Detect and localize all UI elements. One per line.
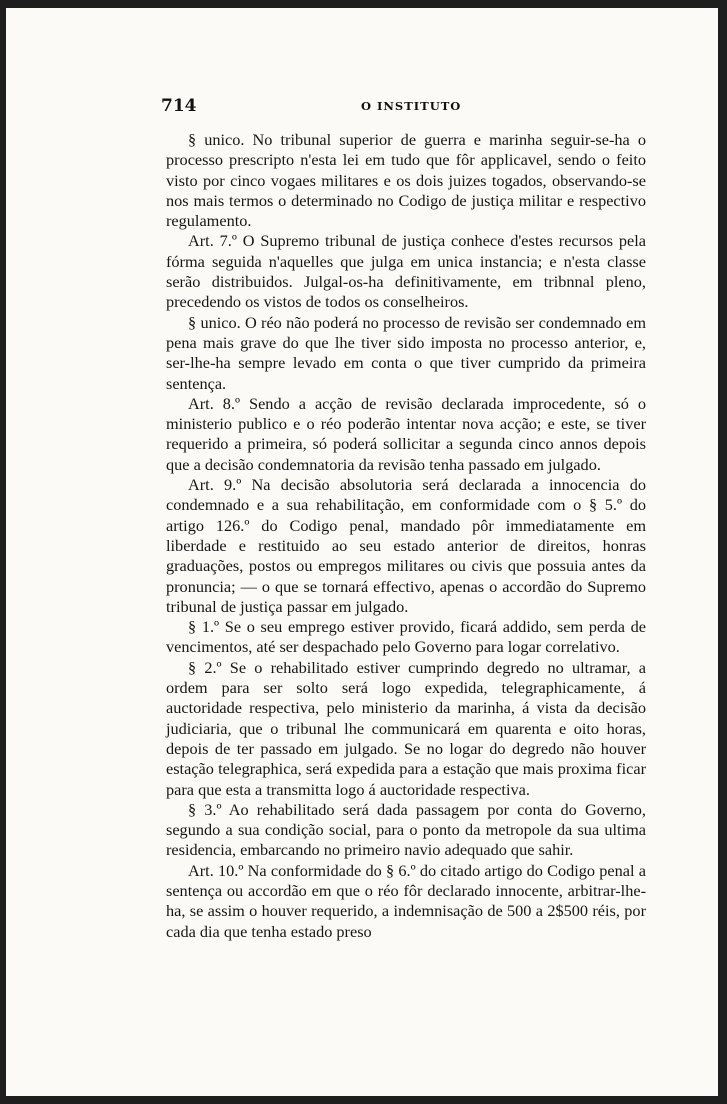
document-page	[6, 8, 718, 1096]
paragraph-art7-unico: § unico. O réo não poderá no processo de revisão ser condemnado em pena mais grave do que lhe tiver sido imposta no processo anterior, e, ser-lhe-ha sempre levado em conta o que tiver cumprido da primeira sentença.	[166, 312, 646, 393]
paragraph-art10: Art. 10.º Na conformidade do § 6.º do citado artigo do Codigo penal a sentença ou accordão em que o réo fôr declarado innocente, arbitrar-lhe-ha, se assim o houver requerido, a indemnisação de 500 a 2$500 réis, por cada dia que tenha estado preso	[166, 860, 646, 941]
page-header	[161, 96, 651, 120]
paragraph-art9: Art. 9.º Na decisão absolutoria será declarada a innocencia do condemnado e a sua rehabilitação, em conformidade com o § 5.º do artigo 126.º do Codigo penal, mandado pôr immediatamente em liberdade e restituido ao seu estado anterior de direitos, honras graduações, postos ou empregos militares ou civis que possuia antes da pronuncia; — o que se tornará effectivo, apenas o accordão do Supremo tribunal de justiça passar em julgado.	[166, 475, 646, 616]
paragraph-art9-s2: § 2.º Se o rehabilitado estiver cumprindo degredo no ultramar, a ordem para ser solto será logo expedida, telegraphicamente, á auctoridade respectiva, pelo ministerio da marinha, á vista da decisão judiciaria, que o tribunal lhe communicará em quarenta e oito horas, depois de ter passado em julgado. Se no logar do degredo não houver estação telegraphica, será expedida para a estação que mais proxima ficar para que esta a transmitta logo á auctoridade respectiva.	[166, 657, 646, 799]
running-title: O INSTITUTO	[361, 99, 462, 113]
paragraph-art9-s3: § 3.º Ao rehabilitado será dada passagem por conta do Governo, segundo a sua condição social, para o ponto da metropole da sua ultima residencia, embarcando no primeiro navio adequado que sahir.	[166, 799, 646, 860]
page-number: 714	[161, 96, 197, 116]
paragraph-art6-unico: § unico. No tribunal superior de guerra e marinha seguir-se-ha o processo prescripto n'esta lei em tudo que fôr applicavel, sendo o feito visto por cinco vogaes militares e os dois juizes togados, observando-se nos mais termos o determinado no Codigo de justiça militar e respectivo regulamento.	[166, 130, 646, 231]
paragraph-art9-s1: § 1.º Se o seu emprego estiver provido, ficará addido, sem perda de vencimentos, até ser despachado pelo Governo para logar correlativo.	[166, 617, 646, 657]
paragraph-art8: Art. 8.º Sendo a acção de revisão declarada improcedente, só o ministerio publico e o réo poderão intentar nova acção; e este, se tiver requerido a primeira, só poderá sollicitar a segunda cinco annos depois que a decisão condemnatoria da revisão tenha passado em julgado.	[166, 393, 646, 474]
body-text	[166, 130, 646, 942]
paragraph-art7: Art. 7.º O Supremo tribunal de justiça conhece d'estes recursos pela fórma seguida n'aquelles que julga em unica instancia; e n'esta classe serão distribuidos. Julgal-os-ha definitivamente, em tribnnal pleno, precedendo os vistos de todos os conselheiros.	[166, 231, 646, 312]
